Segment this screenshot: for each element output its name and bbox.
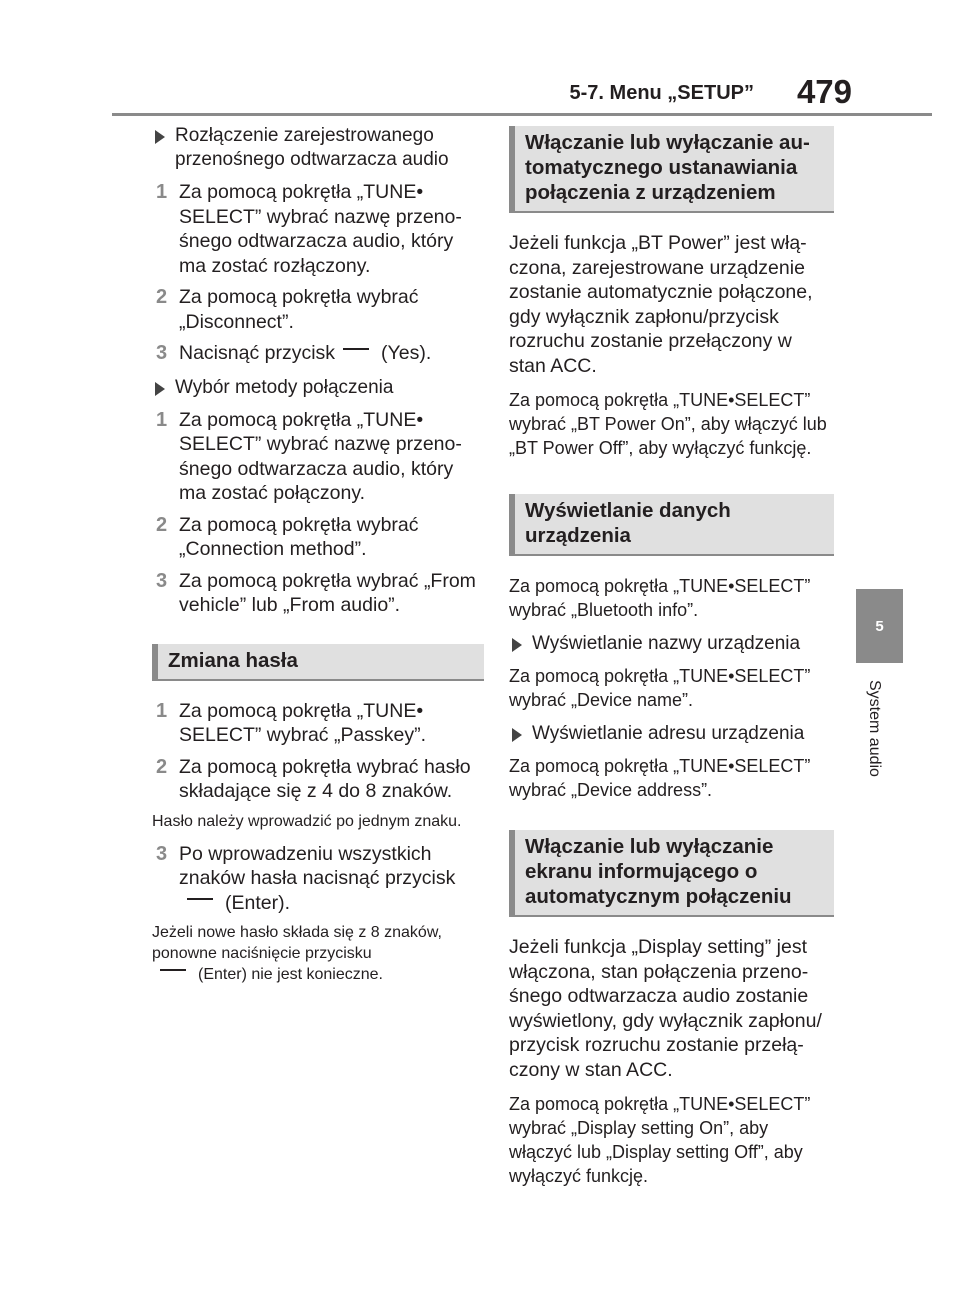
section-title: 5-7. Menu „SETUP”	[569, 82, 754, 104]
step-item: 3 Nacisnąć przycisk (Yes).	[156, 342, 432, 364]
step-number: 3	[156, 842, 168, 865]
left-column	[152, 124, 484, 995]
step-number: 2	[156, 286, 168, 308]
chapter-tab: 5	[856, 589, 903, 663]
button-symbol-icon	[187, 898, 213, 909]
section-heading: Zmiana hasła	[152, 644, 484, 681]
triangle-bullet-icon	[155, 130, 165, 144]
chapter-label: System audio	[866, 680, 883, 777]
step-item: 1 Za pomocą pokrętła „TUNE• SELECT” wybrać nazwę przenośnego odtwarzacza audio, który ma zostać rozłączony.	[156, 181, 462, 277]
step-item: 3 Za pomocą pokrętła wybrać „From vehicle” lub „From audio”.	[156, 569, 476, 616]
step-number: 2	[156, 513, 168, 536]
step-number: 1	[156, 408, 168, 431]
button-symbol-icon	[343, 348, 369, 359]
note-text: Hasło należy wprowadzić po jednym znaku.	[152, 812, 462, 830]
bullet-item: Wybór metody połączenia	[152, 376, 484, 400]
right-column	[509, 124, 834, 1198]
step-item: 2 Za pomocą pokrętła wybrać hasło składające się z 4 do 8 znaków.	[156, 755, 471, 802]
header-divider	[112, 113, 932, 116]
bullet-item: Wyświetlanie adresu urządzenia	[509, 722, 834, 746]
bullet-item: Wyświetlanie nazwy urządzenia	[509, 632, 834, 656]
section-heading: Wyświetlanie danych urządzenia	[509, 494, 834, 556]
button-symbol-icon	[160, 969, 186, 980]
section-heading: Włączanie lub wyłączanie ekranu informującego o automatycznym połączeniu	[509, 830, 834, 917]
step-item: 1 Za pomocą pokrętła „TUNE• SELECT” wybrać „Passkey”.	[156, 699, 427, 746]
page-number: 479	[796, 73, 852, 110]
triangle-bullet-icon	[512, 728, 522, 742]
step-number: 3	[156, 342, 168, 364]
paragraph: Jeżeli funkcja „Display setting” jest włączona, stan połączenia przenośnego odtwarzacza audio zostanie wyświetlony, gdy wyłącznik zapłonu/ przycisk rozruchu zostanie przełączony w stan ACC.	[509, 936, 822, 1081]
step-item: 1 Za pomocą pokrętła „TUNE• SELECT” wybrać nazwę przenośnego odtwarzacza audio, który ma zostać połączony.	[156, 408, 462, 504]
paragraph: Za pomocą pokrętła „TUNE•SELECT” wybrać „Device name”.	[509, 666, 811, 710]
step-item: 3 Po wprowadzeniu wszystkich znaków hasła nacisnąć przycisk (Enter).	[156, 842, 456, 914]
paragraph: Za pomocą pokrętła „TUNE•SELECT” wybrać „Device address”.	[509, 756, 811, 800]
triangle-bullet-icon	[512, 638, 522, 652]
bullet-item: Rozłączenie zarejestrowanego przenośnego odtwarzacza audio	[152, 124, 484, 172]
step-number: 1	[156, 699, 168, 722]
step-number: 1	[156, 181, 168, 203]
step-number: 3	[156, 569, 168, 592]
paragraph: Za pomocą pokrętła „TUNE•SELECT” wybrać „Display setting On”, aby włączyć lub „Display setting Off”, aby wyłączyć funkcję.	[509, 1094, 811, 1186]
paragraph: Za pomocą pokrętła „TUNE•SELECT” wybrać „BT Power On”, aby włączyć lub „BT Power Off”, aby wyłączyć funkcję.	[509, 390, 827, 458]
section-heading: Włączanie lub wyłączanie automatycznego ustanawiania połączenia z urządzeniem	[509, 126, 834, 213]
step-item: 2 Za pomocą pokrętła wybrać „Connection method”.	[156, 513, 419, 560]
note-text: Jeżeli nowe hasło składa się z 8 znaków, ponowne naciśnięcie przycisku (Enter) nie jest konieczne.	[152, 924, 442, 983]
step-number: 2	[156, 755, 168, 778]
paragraph: Jeżeli funkcja „BT Power” jest włączona, zarejestrowane urządzenie zostanie automatycznie połączone, gdy wyłącznik zapłonu/przycisk rozruchu zostanie przełączony w stan ACC.	[509, 232, 813, 377]
triangle-bullet-icon	[155, 382, 165, 396]
step-item: 2 Za pomocą pokrętła wybrać „Disconnect”.	[156, 286, 419, 333]
paragraph: Za pomocą pokrętła „TUNE•SELECT” wybrać „Bluetooth info”.	[509, 576, 811, 620]
